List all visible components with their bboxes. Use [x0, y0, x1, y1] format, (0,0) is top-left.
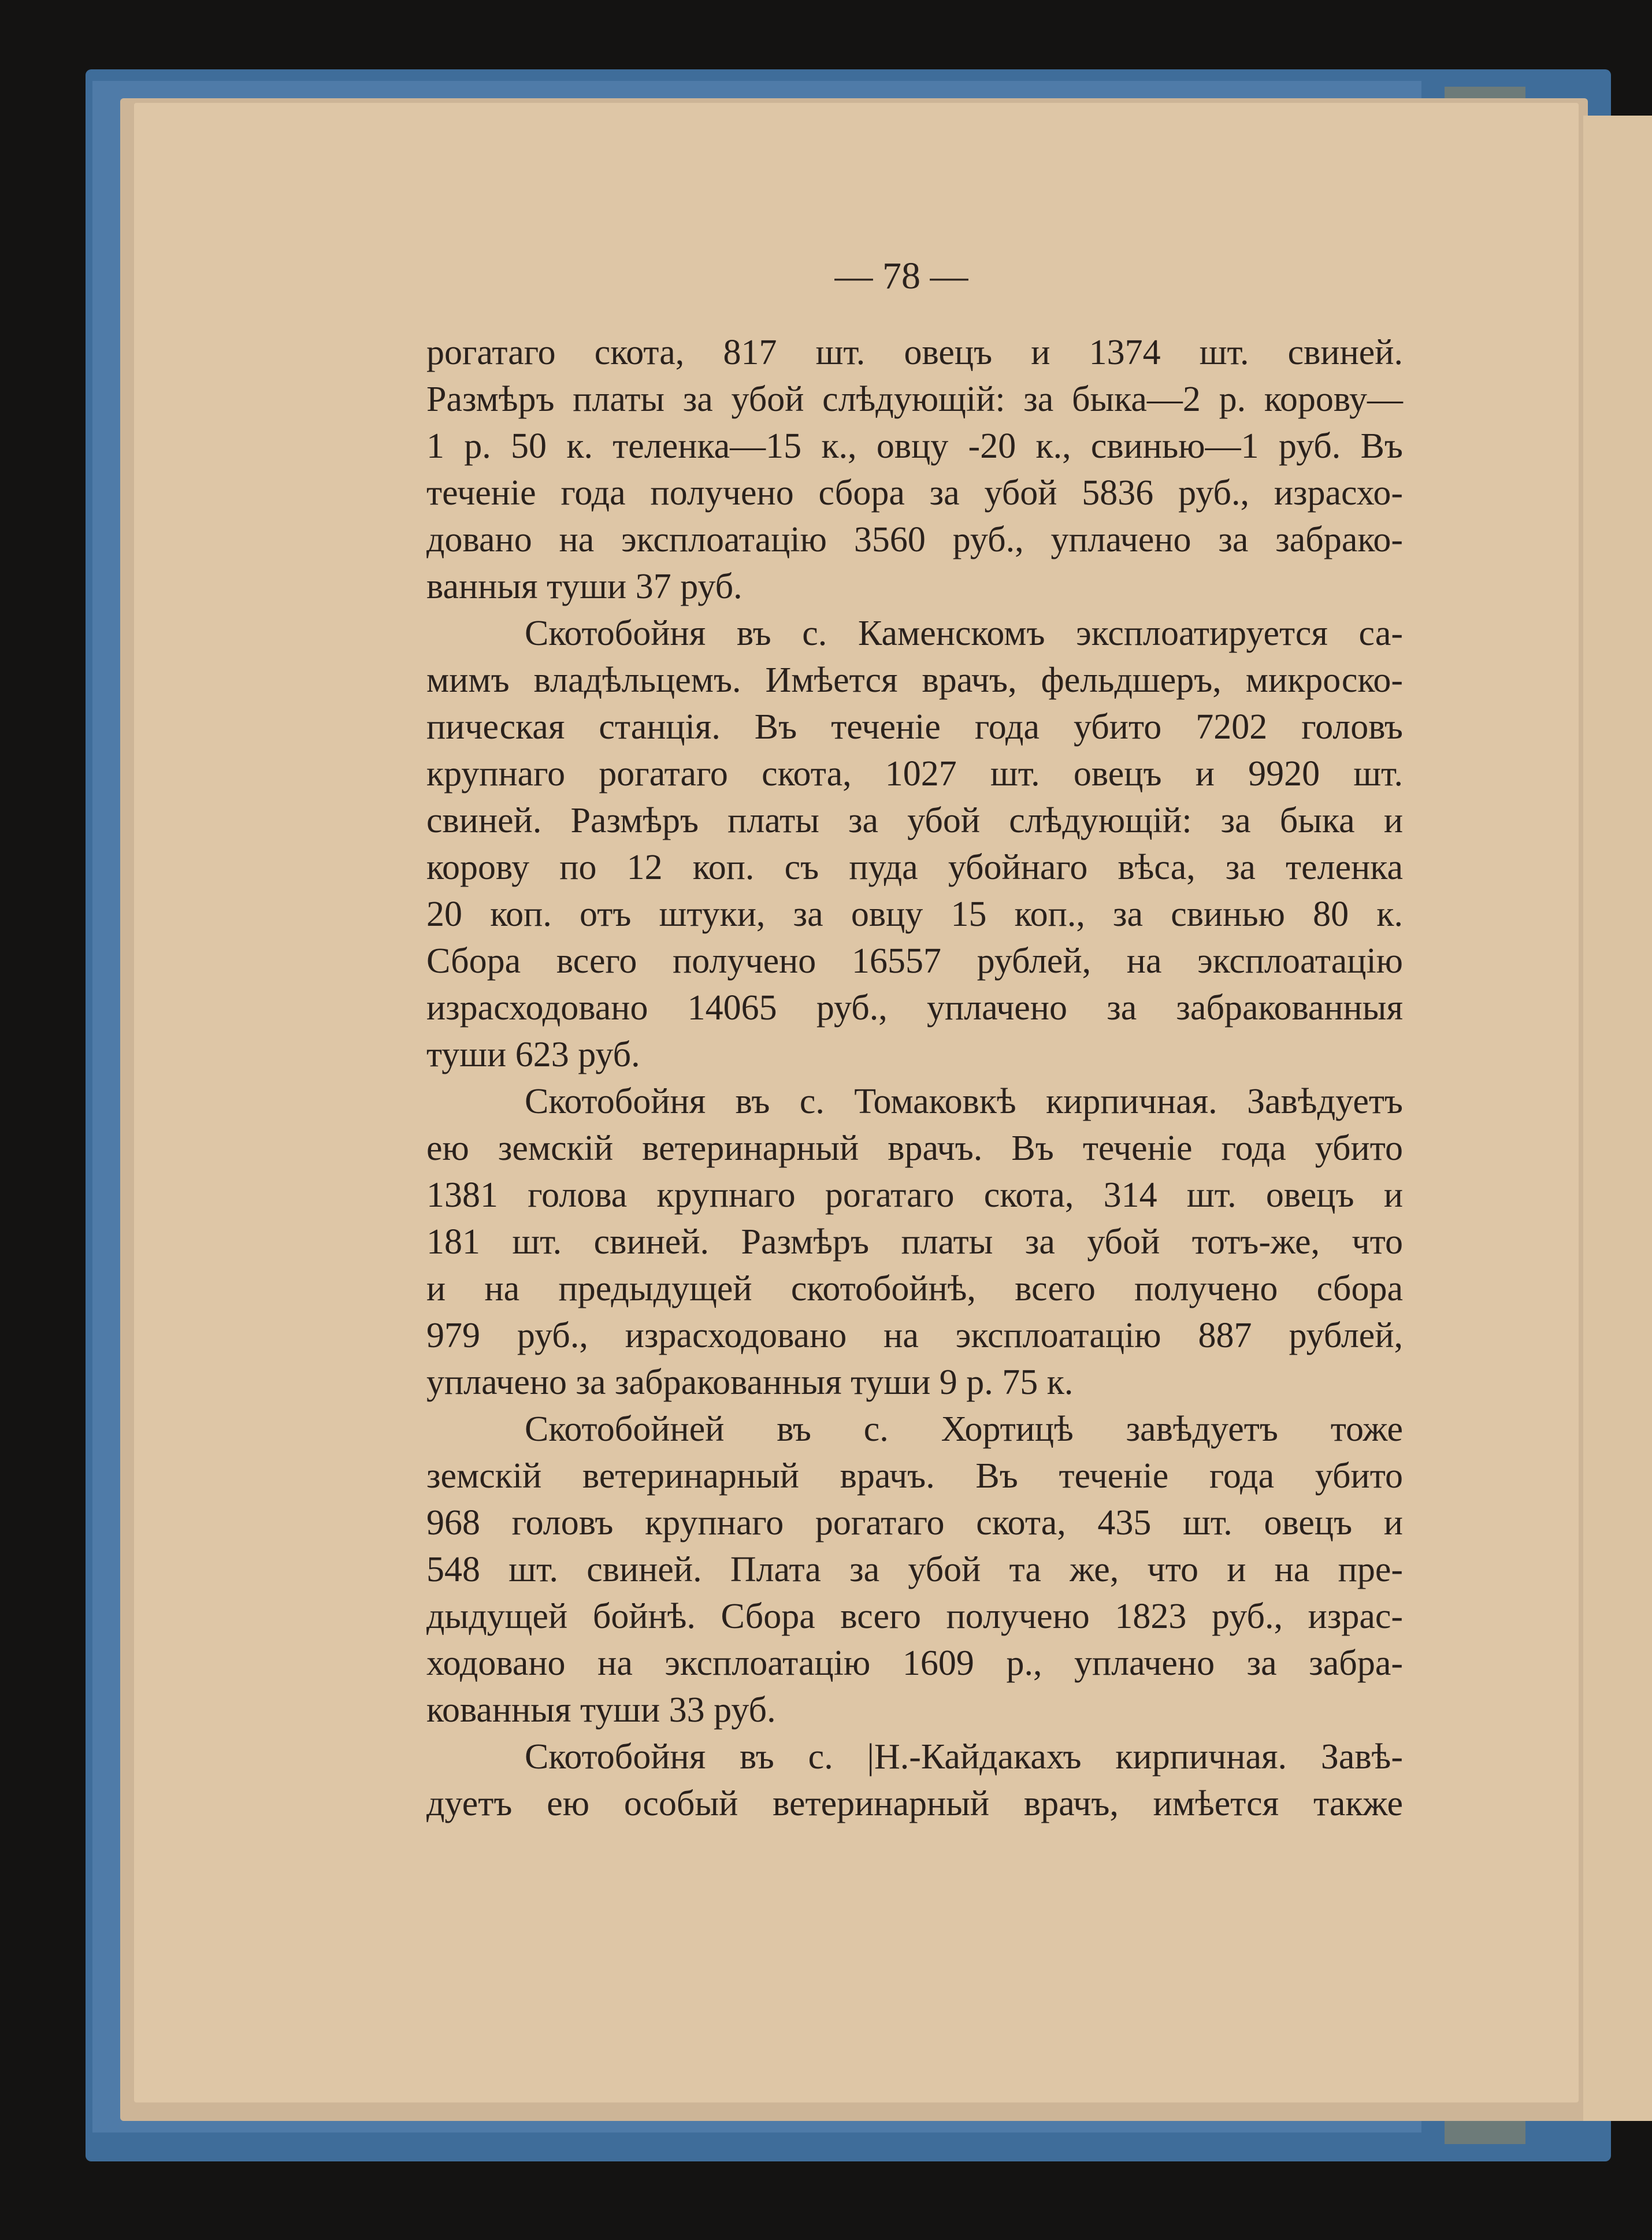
- text-line: 1381 голова крупнаго рогатаго скота, 314 шт. овецъ и: [426, 1175, 1403, 1215]
- text-line: ходовано на эксплоатацію 1609 р., уплачено за забра-: [426, 1644, 1403, 1683]
- text-line: израсходовано 14065 руб., уплачено за забракованныя: [426, 988, 1403, 1028]
- text-line: дыдущей бойнѣ. Сбора всего получено 1823 руб., израс-: [426, 1597, 1403, 1636]
- text-line: 181 шт. свиней. Размѣръ платы за убой тотъ-же, что: [426, 1222, 1403, 1262]
- text-line: свиней. Размѣръ платы за убой слѣдующій: за быка и: [426, 801, 1403, 840]
- text-line: земскій ветеринарный врачъ. Въ теченіе года убито: [426, 1456, 1403, 1496]
- text-line: 1 р. 50 к. теленка—15 к., овцу -20 к., свинью—1 руб. Въ: [426, 427, 1403, 466]
- text-line: довано на эксплоатацію 3560 руб., уплачено за забрако-: [426, 520, 1403, 559]
- text-line: дуетъ ею особый ветеринарный врачъ, имѣется также: [426, 1784, 1403, 1823]
- text-line: Скотобойня въ с. Каменскомъ эксплоатируется са-: [525, 614, 1403, 653]
- page-number: — 78 —: [834, 255, 968, 297]
- text-line: уплачено за забракованныя туши 9 р. 75 к.: [426, 1363, 1074, 1402]
- text-line: 968 головъ крупнаго рогатаго скота, 435 шт. овецъ и: [426, 1503, 1403, 1542]
- text-line: Сбора всего получено 16557 рублей, на эксплоатацію: [426, 941, 1403, 981]
- paragraph-3: [426, 1078, 1403, 1406]
- text-line: Скотобойней въ с. Хортицѣ завѣдуетъ тоже: [525, 1410, 1403, 1449]
- text-line: 548 шт. свиней. Плата за убой та же, что и на пре-: [426, 1550, 1403, 1589]
- text-line: 979 руб., израсходовано на эксплоатацію 887 рублей,: [426, 1316, 1403, 1355]
- paragraph-5: [426, 1734, 1403, 1827]
- text-line: Скотобойня въ с. |Н.-Кайдакахъ кирпичная. Завѣ-: [525, 1737, 1403, 1777]
- text-line: ванныя туши 37 руб.: [426, 567, 743, 606]
- text-line: рогатаго скота, 817 шт. овецъ и 1374 шт. свиней.: [426, 333, 1403, 372]
- text-line: корову по 12 коп. съ пуда убойнаго вѣса, за теленка: [426, 848, 1403, 887]
- facing-page-edge: [1583, 116, 1652, 2121]
- text-line: мимъ владѣльцемъ. Имѣется врачъ, фельдшеръ, микроско-: [426, 661, 1403, 700]
- text-line: кованныя туши 33 руб.: [426, 1690, 776, 1730]
- text-line: пическая станція. Въ теченіе года убито 7202 головъ: [426, 707, 1403, 747]
- paragraph-2: [426, 610, 1403, 1078]
- text-line: 20 коп. отъ штуки, за овцу 15 коп., за свинью 80 к.: [426, 895, 1403, 934]
- text-line: ею земскій ветеринарный врачъ. Въ теченіе года убито: [426, 1129, 1403, 1168]
- page-body-text: [426, 329, 1403, 1827]
- paragraph-4: [426, 1406, 1403, 1734]
- text-line: и на предыдущей скотобойнѣ, всего получено сбора: [426, 1269, 1403, 1308]
- paragraph-1: [426, 329, 1403, 610]
- text-line: теченіе года получено сбора за убой 5836 руб., израсхо-: [426, 473, 1403, 513]
- text-line: крупнаго рогатаго скота, 1027 шт. овецъ и 9920 шт.: [426, 754, 1403, 793]
- text-line: Размѣръ платы за убой слѣдующій: за быка—2 р. корову—: [426, 380, 1403, 419]
- text-line: Скотобойня въ с. Томаковкѣ кирпичная. Завѣдуетъ: [525, 1082, 1403, 1121]
- text-line: туши 623 руб.: [426, 1035, 640, 1074]
